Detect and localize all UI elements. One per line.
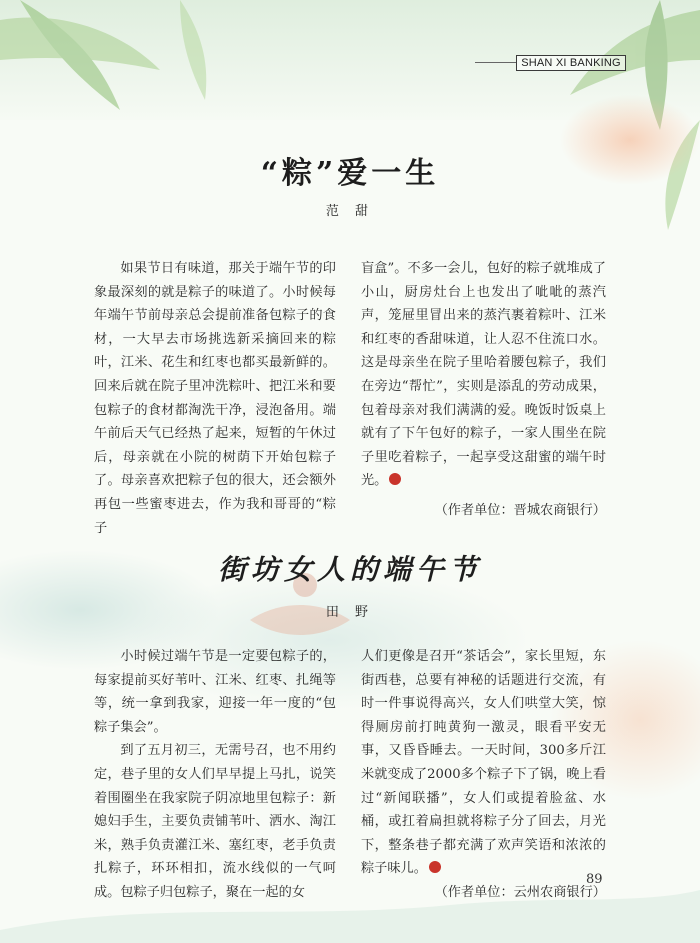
page-number: 89 (586, 872, 603, 887)
article1-author-unit: （作者单位：晋城农商银行） (434, 502, 606, 518)
article1-column-right (361, 257, 606, 523)
article2-title: 街坊女人的端午节 (217, 553, 482, 586)
article2-column-left (94, 645, 336, 905)
header-rule (475, 62, 516, 63)
article2-author: 田 野 (325, 605, 375, 620)
article1-paragraph-continued (361, 257, 606, 493)
article2-author-unit: （作者单位：云州农商银行） (434, 884, 606, 900)
article2-paragraph: 到了五月初三，无需号召，也不用约定，巷子里的女人们早早提上马扎，说笑着围圈坐在我家院子阴凉地里包粽子：新媳妇手生，主要负责铺苇叶、洒水、淘江米，熟手负责灌江米、塞红枣，老手负责扎粽子，环环相扣，流水线似的一气呵成。包粽子归包粽子，聚在一起的女 (94, 743, 336, 900)
article2-paragraph: 小时候过端午节是一定要包粽子的，每家提前买好苇叶、江米、红枣、扎绳等等，统一拿到我家，迎接一年一度的“包粽子集会”。 (94, 649, 336, 735)
article1-paragraph: 如果节日有味道，那关于端午节的印象最深刻的就是粽子的味道了。小时候每年端午节前母亲总会提前准备包粽子的食材，一大早去市场挑选新采摘回来的粽叶，江米、花生和红枣也都买最新鲜的。回来后就在院子里冲洗粽叶、把江米和要包粽子的食材都淘洗干净，浸泡备用。端午前后天气已经热了起来，短暂的午休过后，母亲就在小院的树荫下开始包粽子了。母亲喜欢把粽子包的很大，还会额外再包一些蜜枣进去，作为我和哥哥的“粽子 (94, 261, 336, 536)
article2-column-right (361, 645, 606, 905)
article1-title: “粽”爱一生 (260, 156, 440, 191)
article1-column-left (94, 257, 336, 540)
end-mark-icon (389, 473, 401, 485)
article1-right-text: 盲盒”。不多一会儿，包好的粽子就堆成了小山，厨房灶台上也发出了呲呲的蒸汽声，笼屉里冒出来的蒸汽裹着粽叶、江米和红枣的香甜味道，让人忍不住流口水。这是母亲坐在院子里哈着腰包粽子，我们在旁边“帮忙”，实则是添乱的劳动成果，包着母亲对我们满满的爱。晚饭时饭桌上就有了下午包好的粽子，一家人围坐在院子里吃着粽子，一起享受这甜蜜的端午时光。 (361, 261, 606, 489)
article2-paragraph-continued (361, 645, 606, 900)
article2-right-text: 人们更像是召开“茶话会”，家长里短，东街西巷，总要有神秘的话题进行交流，有时一件事说得高兴，女人们哄堂大笑，惊得厕房前打盹黄狗一激灵，眼看平安无事，又昏昏睡去。一天时间，300多斤江米就变成了2000多个粽子下了锅，晚上看过“新闻联播”，女人们或提着脸盆、水桶，或扛着扁担就将粽子分了回去，月光下，整条巷子都充满了欢声笑语和浓浓的粽子味儿。 (361, 649, 606, 877)
end-mark-icon (429, 861, 441, 873)
section-tag: SHAN XI BANKING (516, 55, 626, 71)
article1-author: 范 甜 (325, 204, 375, 219)
